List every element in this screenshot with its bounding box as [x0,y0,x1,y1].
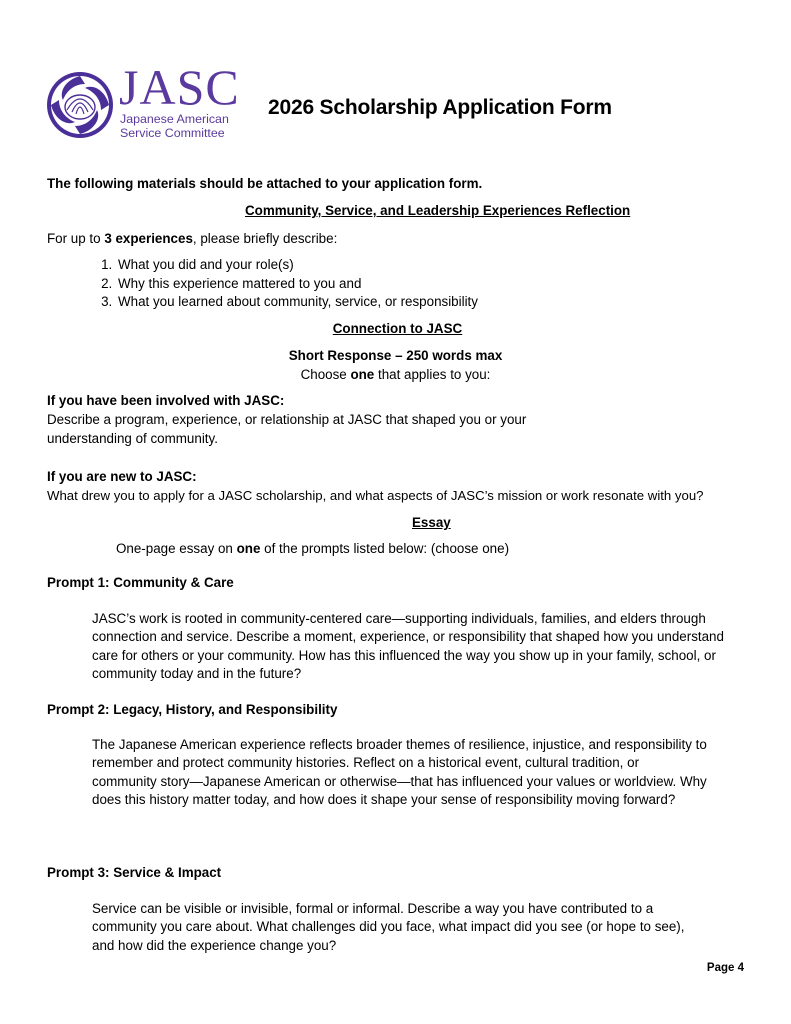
intro-text: The following materials should be attached to your application form. [47,176,483,191]
logo-wordmark: JASC [119,59,240,115]
reflection-heading: Community, Service, and Leadership Experiences Reflection [245,203,631,218]
connection-heading: Connection to JASC [332,321,463,336]
involved-text-line2: understanding of community. [47,431,218,446]
prompt-2-label: Prompt 2: Legacy, History, and Responsibility [47,702,338,717]
list-item: 2. Why this experience mattered to you and [116,275,478,294]
reflection-list [92,256,478,312]
connection-subheading: Short Response – 250 words max [288,348,503,363]
logo-subtitle-line2: Service Committee [120,126,225,140]
prompt-1-label: Prompt 1: Community & Care [47,575,234,590]
involved-text-line1: Describe a program, experience, or relationship at JASC that shaped you or your [47,412,527,427]
list-item: 1. What you did and your role(s) [116,256,478,275]
jasc-logo [45,59,240,146]
new-label: If you are new to JASC: [47,469,197,484]
logo-subtitle [120,112,229,140]
prompt-1-text: JASC’s work is rooted in community-centered care—supporting individuals, families, and elders through connection and service. Describe a moment, experience, or responsibility that shaped how you understand care for others or your community. How has this influenced the way you show up in your family, school, or community today and in the future? [92,611,724,681]
prompt-2-text: The Japanese American experience reflects broader themes of resilience, injustice, and responsibility to remember and protect community histories. Reflect on a historical event, cultural tradition, or community story—Japanese American or otherwise—that has influenced your values or worldview. Why does this history matter today, and how does it shape your sense of responsibility moving forward? [92,737,707,807]
connection-choose: Choose one that applies to you: [300,367,491,382]
page-title: 2026 Scholarship Application Form [268,96,612,119]
essay-heading: Essay [412,515,451,530]
logo-subtitle-line1: Japanese American [120,112,229,126]
prompt-3-label: Prompt 3: Service & Impact [47,865,222,880]
new-text: What drew you to apply for a JASC scholarship, and what aspects of JASC’s mission or work resonate with you? [47,488,704,503]
reflection-lead: For up to 3 experiences, please briefly describe: [47,231,338,246]
list-item: 3. What you learned about community, service, or responsibility [116,293,478,312]
lotus-emblem-icon [45,70,115,140]
involved-label: If you have been involved with JASC: [47,393,285,408]
prompt-3-text: Service can be visible or invisible, formal or informal. Describe a way you have contributed to a community you care about. What challenges did you face, what impact did you see (or hope to see), and how did the experience change you? [92,901,685,953]
page-number: Page 4 [706,962,744,974]
essay-instructions: One-page essay on one of the prompts listed below: (choose one) [116,541,510,556]
